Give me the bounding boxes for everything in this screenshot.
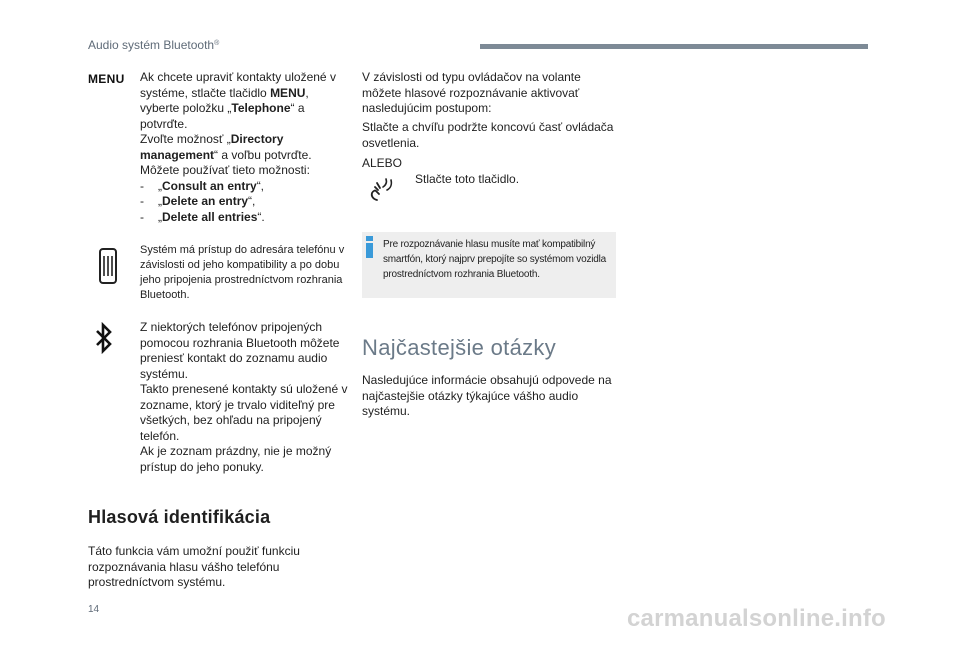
info-icon [366, 236, 373, 258]
page-number: 14 [88, 604, 100, 615]
mobile-phone-icon [97, 248, 119, 284]
menu-button-icon: MENU [88, 72, 125, 86]
info-note-text: Pre rozpoznávanie hlasu musíte mať kompatibilný smartfón, ktorý najprv prepojíte so systémom vozidla prostredníctvom rozhrania Bluetooth. [383, 239, 607, 280]
voice-section-text: Táto funkcia vám umožní použiť funkciu rozpoznávania hlasu vášho telefónu prostredníctvom systému. [88, 544, 300, 589]
section-heading-faq: Najčastejšie otázky [362, 335, 556, 360]
menu-instructions-text: Ak chcete upraviť kontakty uložené v systéme, stlačte tlačidlo MENU, vyberte položku „Telephone“ a potvrďte. [140, 70, 336, 131]
voice-activation-step: Stlačte a chvíľu podržte koncovú časť ovládača osvetlenia. [362, 120, 614, 150]
faq-section-text: Nasledujúce informácie obsahujú odpovede na najčastejšie otázky týkajúce vášho audio systému. [362, 373, 612, 418]
voice-command-icon [367, 176, 395, 204]
directory-instructions-text: Zvoľte možnosť „Directory management“ a voľbu potvrďte. [140, 132, 312, 162]
bluetooth-para-1: Z niektorých telefónov pripojených pomocou rozhrania Bluetooth môžete preniesť kontakt do zoznamu audio systému. [140, 320, 340, 381]
or-label: ALEBO [362, 156, 403, 170]
page-header-title: Audio systém Bluetooth® [88, 38, 220, 52]
list-item: - „Consult an entry“, [140, 178, 265, 193]
bluetooth-icon [93, 322, 115, 354]
bluetooth-para-2: Takto prenesené kontakty sú uložené v zozname, ktorý je trvalo viditeľný pre všetkých, bez ohľadu na pripojený telefón. [140, 382, 348, 443]
list-item: - „Delete an entry“, [140, 194, 256, 208]
phone-directory-text: Systém má prístup do adresára telefónu v závislosti od jeho kompatibility a po dobu jeho pripojenia prostredníctvom rozhrania Bluetooth. [140, 244, 345, 301]
list-item: - „Delete all entries“. [140, 209, 265, 224]
options-intro: Môžete používať tieto možnosti: [140, 163, 310, 177]
section-heading-voice: Hlasová identifikácia [88, 507, 271, 527]
press-button-text: Stlačte toto tlačidlo. [415, 172, 520, 186]
watermark: carmanualsonline.info [627, 605, 886, 632]
menu-instructions [140, 70, 340, 225]
bluetooth-para-3: Ak je zoznam prázdny, nie je možný prístup do jeho ponuky. [140, 444, 332, 474]
header-rule [480, 44, 868, 49]
bluetooth-transfer-text [140, 320, 350, 475]
options-list [140, 179, 340, 226]
voice-activation-intro: V závislosti od typu ovládačov na volante môžete hlasové rozpoznávanie aktivovať nasledujúcim postupom: [362, 70, 581, 115]
